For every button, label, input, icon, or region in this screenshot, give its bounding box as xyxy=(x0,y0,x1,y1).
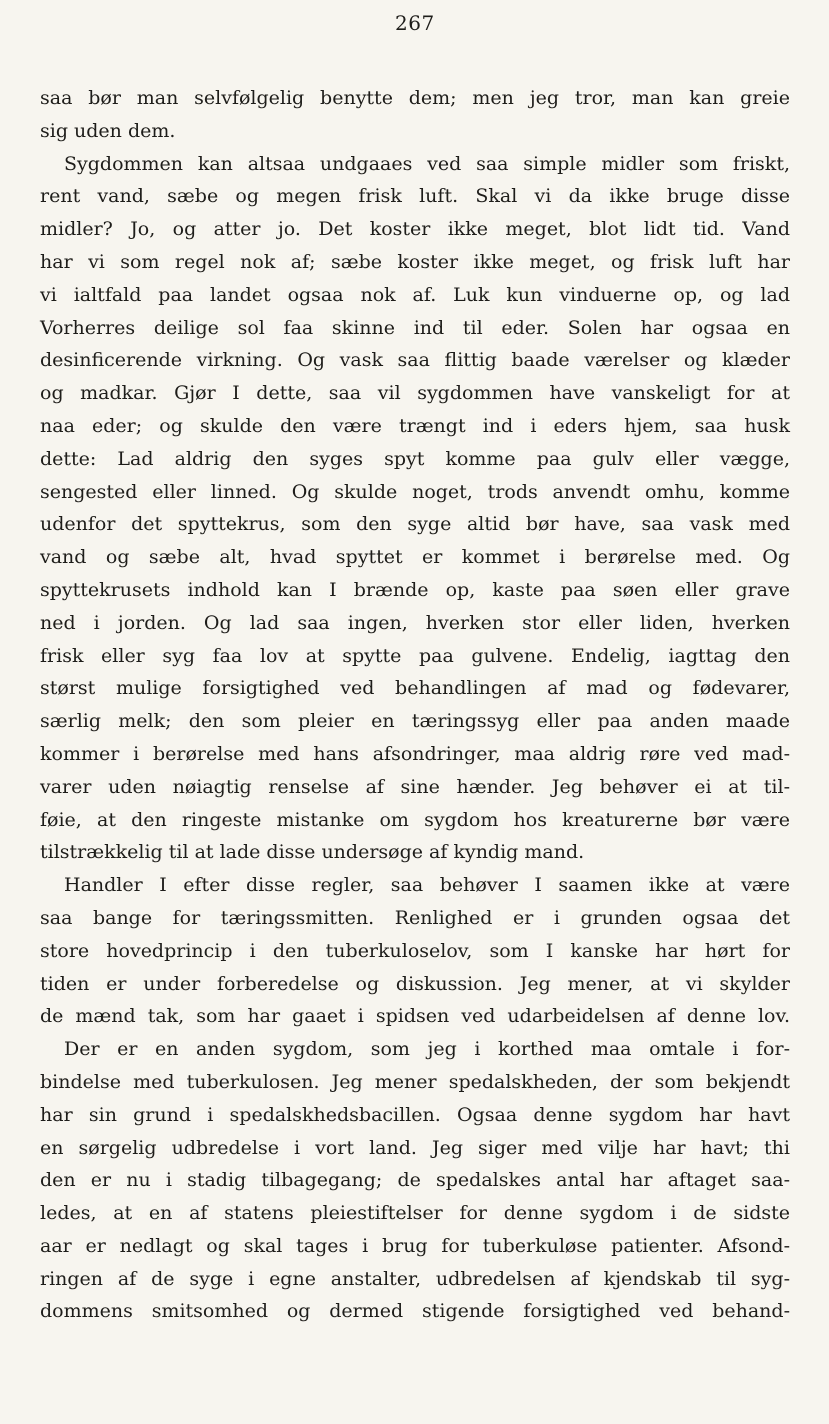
text-line: udenfor det spyttekrus, som den syge altid bør have, saa vask med xyxy=(40,513,790,536)
text-line: naa eder; og skulde den være trængt ind i eders hjem, saa husk xyxy=(40,414,790,437)
text-line: frisk eller syg faa lov at spytte paa gulvene. Endelig, iagttag den xyxy=(40,644,790,667)
text-line: midler? Jo, og atter jo. Det koster ikke meget, blot lidt tid. Vand xyxy=(40,218,790,241)
text-line: sengested eller linned. Og skulde noget, trods anvendt omhu, komme xyxy=(40,480,790,503)
text-line: ned i jorden. Og lad saa ingen, hverken stor eller liden, hverken xyxy=(40,611,790,634)
text-line: særlig melk; den som pleier en tæringssyg eller paa anden maade xyxy=(40,710,790,733)
page-number: 267 xyxy=(395,11,435,35)
text-line: store hovedprincip i den tuberkuloselov, som I kanske har hørt for xyxy=(40,939,790,962)
text-line: og madkar. Gjør I dette, saa vil sygdommen have vanskeligt for at xyxy=(40,382,790,405)
text-line: Handler I efter disse regler, saa behøver I saamen ikke at være xyxy=(64,874,790,897)
text-line: en sørgelig udbredelse i vort land. Jeg siger med vilje har havt; thi xyxy=(40,1136,790,1159)
text-line: føie, at den ringeste mistanke om sygdom hos kreaturerne bør være xyxy=(40,808,790,831)
text-line: ringen af de syge i egne anstalter, udbredelsen af kjendskab til syg- xyxy=(40,1267,790,1290)
text-line: aar er nedlagt og skal tages i brug for tuberkuløse patienter. Afsond- xyxy=(40,1234,790,1257)
text-line: vand og sæbe alt, hvad spyttet er kommet i berørelse med. Og xyxy=(40,546,790,569)
text-line: saa bange for tæringssmitten. Renlighed er i grunden ogsaa det xyxy=(40,906,790,929)
text-line: de mænd tak, som har gaaet i spidsen ved udarbeidelsen af denne lov. xyxy=(40,1005,790,1028)
text-line: den er nu i stadig tilbagegang; de spedalskes antal har aftaget saa- xyxy=(40,1169,790,1192)
text-line: ledes, at en af statens pleiestiftelser for denne sygdom i de sidste xyxy=(40,1202,790,1225)
text-line: kommer i berørelse med hans afsondringer, maa aldrig røre ved mad- xyxy=(40,742,790,765)
text-line: bindelse med tuberkulosen. Jeg mener spedalskheden, der som bekjendt xyxy=(40,1070,790,1093)
text-line: tiden er under forberedelse og diskussion. Jeg mener, at vi skylder xyxy=(40,972,790,995)
text-line: spyttekrusets indhold kan I brænde op, kaste paa søen eller grave xyxy=(40,578,790,601)
text-line: varer uden nøiagtig renselse af sine hænder. Jeg behøver ei at til- xyxy=(40,775,790,798)
text-line: saa bør man selvfølgelig benytte dem; men jeg tror, man kan greie xyxy=(40,87,790,109)
text-line: har sin grund i spedalskhedsbacillen. Ogsaa denne sygdom har havt xyxy=(40,1103,790,1126)
text-line: tilstrækkelig til at lade disse undersøge af kyndig mand. xyxy=(40,841,585,864)
text-line: vi ialtfald paa landet ogsaa nok af. Luk kun vinduerne op, og lad xyxy=(40,283,790,306)
text-line: har vi som regel nok af; sæbe koster ikke meget, og frisk luft har xyxy=(40,250,790,273)
body-text xyxy=(40,82,790,1328)
text-line: Sygdommen kan altsaa undgaaes ved saa simple midler som friskt, xyxy=(64,152,790,175)
text-line: rent vand, sæbe og megen frisk luft. Skal vi da ikke bruge disse xyxy=(40,185,790,208)
text-line: desinficerende virkning. Og vask saa flittig baade værelser og klæder xyxy=(40,349,790,372)
text-line: størst mulige forsigtighed ved behandlingen af mad og fødevarer, xyxy=(40,677,790,700)
text-line: Vorherres deilige sol faa skinne ind til eder. Solen har ogsaa en xyxy=(40,316,790,339)
text-line: sig uden dem. xyxy=(40,119,176,142)
text-line: dommens smitsomhed og dermed stigende forsigtighed ved behand- xyxy=(40,1300,790,1323)
text-line: Der er en anden sygdom, som jeg i korthed maa omtale i for- xyxy=(64,1038,790,1061)
text-line: dette: Lad aldrig den syges spyt komme paa gulv eller vægge, xyxy=(40,447,790,470)
